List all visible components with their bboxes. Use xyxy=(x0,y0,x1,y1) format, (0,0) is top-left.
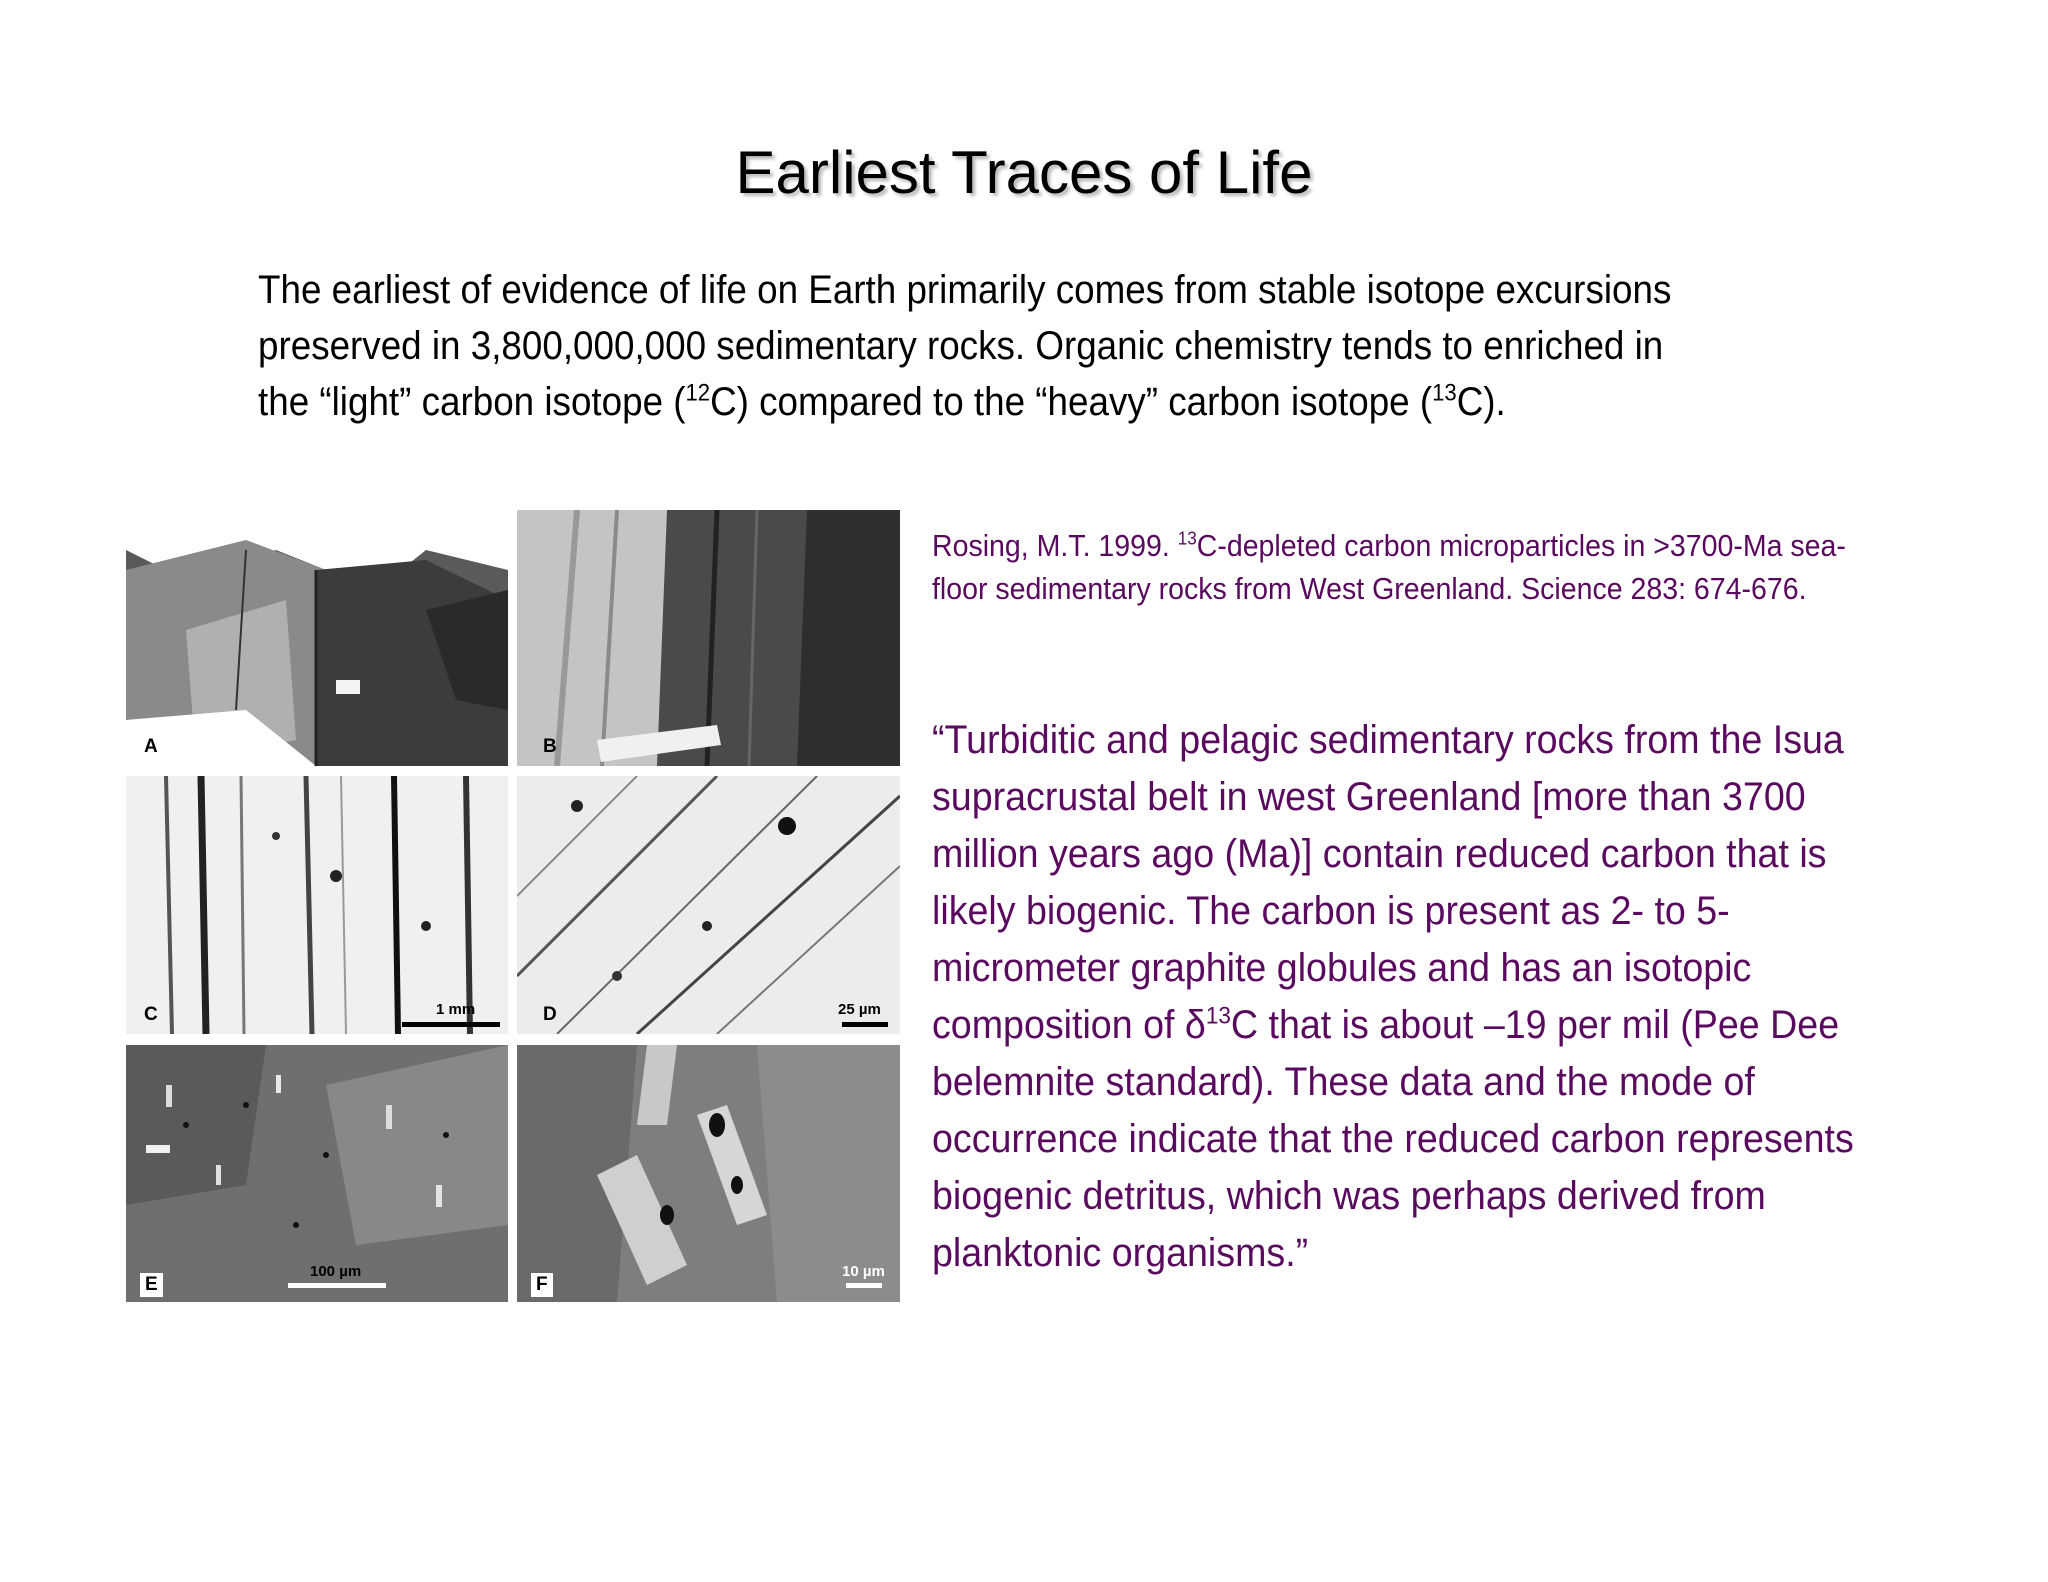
panel-f-scale-label: 10 µm xyxy=(842,1263,885,1280)
panel-c-scale-bar xyxy=(402,1022,500,1027)
outcrop-a-image xyxy=(126,510,508,766)
panel-e-scale-label: 100 µm xyxy=(310,1263,362,1280)
panel-f-label: F xyxy=(531,1273,553,1297)
panel-d-scale-label: 25 µm xyxy=(838,1001,881,1018)
intro-sup-13: 13 xyxy=(1432,379,1457,407)
panel-e-sem-image xyxy=(126,1045,508,1302)
panel-d-label: D xyxy=(543,1004,557,1025)
panel-d-scale-bar xyxy=(842,1022,888,1027)
panel-e-scale-bar xyxy=(288,1283,386,1288)
panel-c-thin-section xyxy=(126,776,508,1034)
citation xyxy=(932,524,1852,610)
intro-text-2: C) compared to the “heavy” carbon isotope ( xyxy=(710,380,1433,424)
panel-f-scale-bar xyxy=(846,1283,882,1288)
intro-text-3: C). xyxy=(1456,380,1506,424)
quote-sup-13: 13 xyxy=(1205,1002,1231,1030)
thin-section-d-image xyxy=(517,776,900,1034)
panel-b-outcrop-photo xyxy=(517,510,900,766)
panel-c-scale-label: 1 mm xyxy=(436,1001,476,1018)
thin-section-c-image xyxy=(126,776,508,1034)
panel-d-thin-section xyxy=(517,776,900,1034)
panel-a-label: A xyxy=(144,736,158,757)
citation-sup-13: 13 xyxy=(1177,527,1197,549)
page-title: Earliest Traces of Life xyxy=(735,139,1313,206)
panel-f-sem-image xyxy=(517,1045,900,1302)
panel-a-outcrop-photo xyxy=(126,510,508,766)
rock-figure xyxy=(126,510,900,1302)
panel-e-label: E xyxy=(140,1273,163,1297)
intro-text-1: The earliest of evidence of life on Earth primarily comes from stable isotope excursions preserved in 3,800,000,000 sedimentary rocks. Organic chemistry tends to enriched in the “light” carbon isotope ( xyxy=(258,268,1672,424)
intro-sup-12: 12 xyxy=(685,379,711,407)
quote-text-1: “Turbiditic and pelagic sedimentary rocks from the Isua supracrustal belt in west Greenland [more than 3700 million years ago (Ma)] contain reduced carbon that is likely biogenic. The carbon is present as 2- to 5-micrometer graphite globules and has an isotopic composition of δ xyxy=(932,718,1844,1047)
abstract-quote xyxy=(932,712,1872,1282)
panel-b-label: B xyxy=(543,736,557,757)
citation-text-2: C-depleted carbon microparticles in >3700-Ma sea-floor sedimentary rocks from West Greenland. Science 283: 674-676. xyxy=(932,528,1846,606)
quote-text-2: C that is about –19 per mil (Pee Dee belemnite standard). These data and the mode of occurrence indicate that the reduced carbon represents biogenic detritus, which was perhaps derived from planktonic organisms.” xyxy=(932,1003,1854,1275)
intro-paragraph xyxy=(258,262,1693,430)
panel-c-label: C xyxy=(144,1004,158,1025)
outcrop-b-image xyxy=(517,510,900,766)
citation-text-1: Rosing, M.T. 1999. xyxy=(932,528,1178,563)
